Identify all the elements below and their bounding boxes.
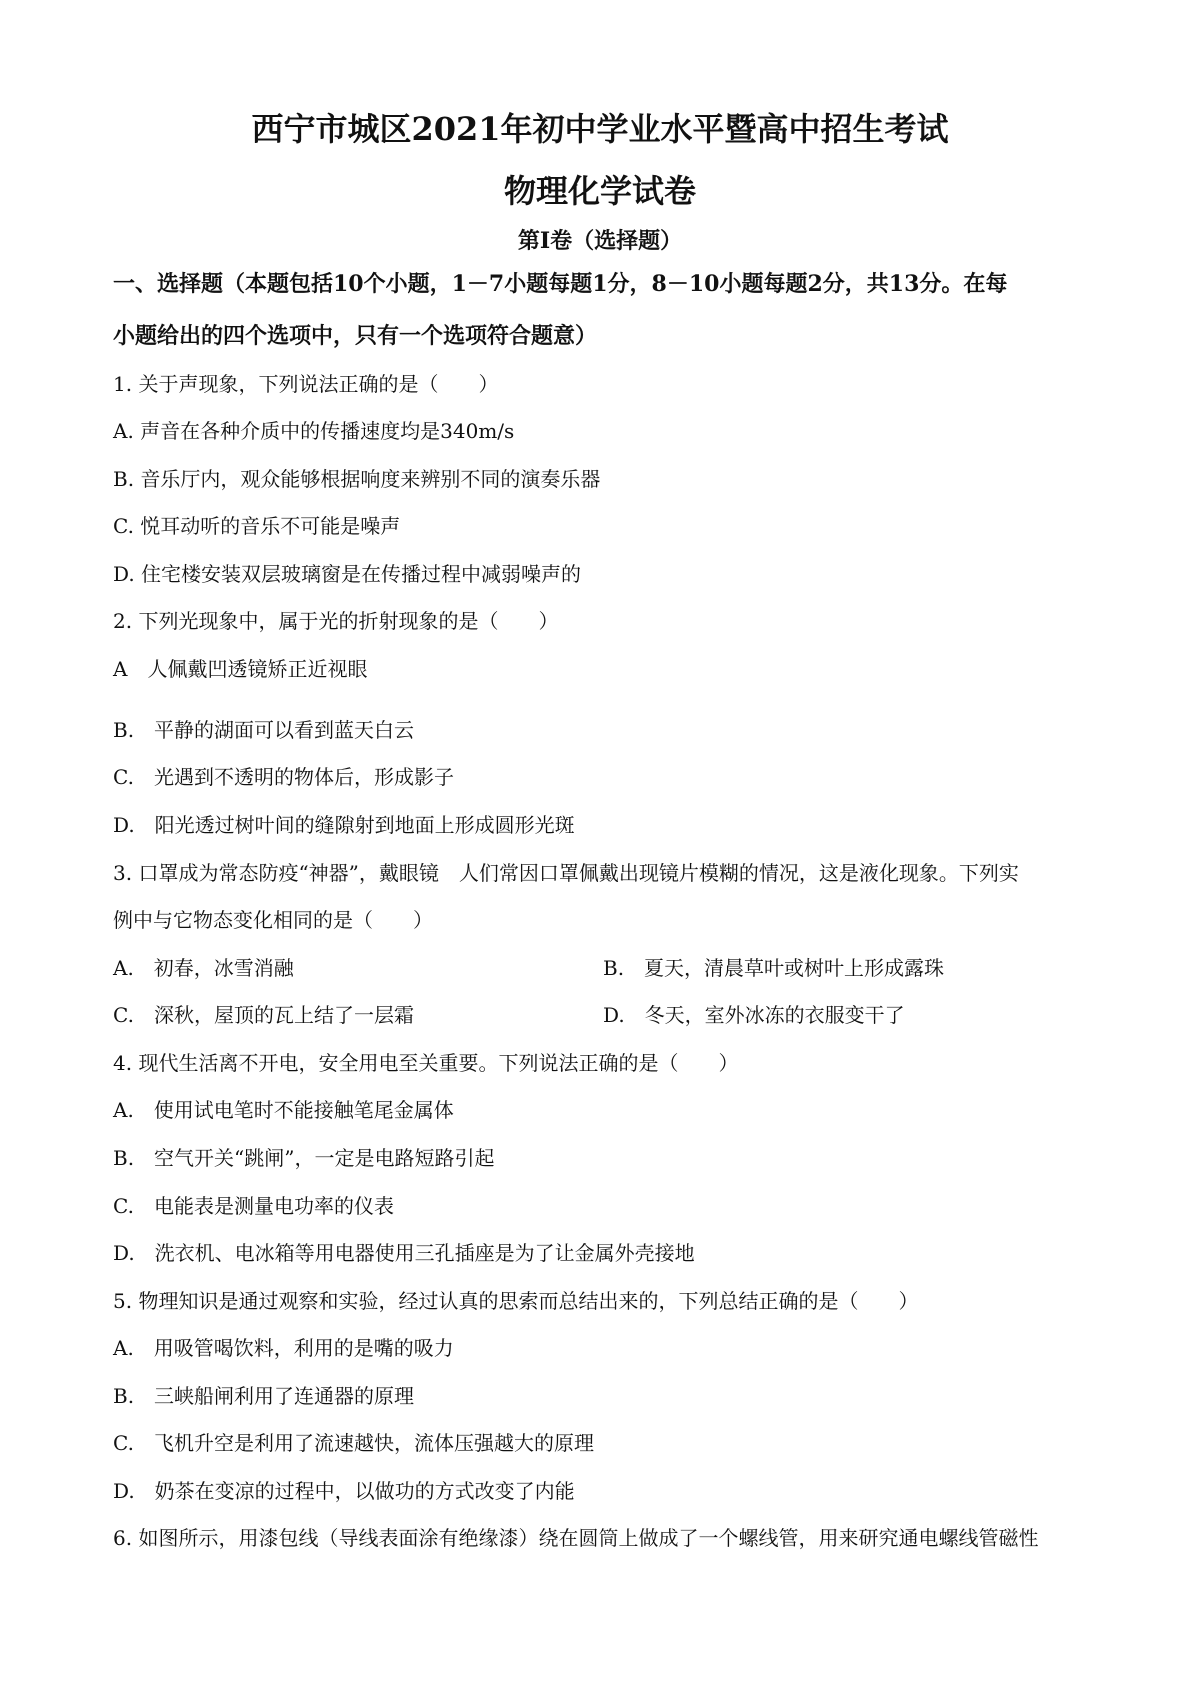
question-2-option-b: B. 平静的湖面可以看到蓝天白云 <box>113 718 415 742</box>
question-4-option-a: A. 使用试电笔时不能接触笔尾金属体 <box>113 1098 454 1122</box>
exam-subtitle: 物理化学试卷 <box>503 172 696 210</box>
question-1-option-c: C. 悦耳动听的音乐不可能是噪声 <box>113 514 401 538</box>
question-1-stem: 1. 关于声现象，下列说法正确的是（ ） <box>113 372 499 396</box>
question-1-option-b: B. 音乐厅内，观众能够根据响度来辨别不同的演奏乐器 <box>113 467 601 491</box>
question-3-option-d: D. 冬天，室外冰冻的衣服变干了 <box>603 1003 905 1027</box>
question-2-option-c: C. 光遇到不透明的物体后，形成影子 <box>113 765 454 789</box>
part-heading: 第Ⅰ卷（选择题） <box>517 228 683 254</box>
question-2-stem: 2. 下列光现象中，属于光的折射现象的是（ ） <box>113 609 559 633</box>
section-instructions-line1: 一、选择题（本题包括10个小题，1－7小题每题1分，8－10小题每题2分，共13分。在每 <box>113 271 1008 297</box>
exam-title: 西宁市城区2021年初中学业水平暨高中招生考试 <box>251 110 949 148</box>
question-5-option-c: C. 飞机升空是利用了流速越快，流体压强越大的原理 <box>113 1431 594 1455</box>
question-4-option-d: D. 洗衣机、电冰箱等用电器使用三孔插座是为了让金属外壳接地 <box>113 1241 695 1265</box>
question-3-option-a: A. 初春，冰雪消融 <box>113 956 294 980</box>
question-4-option-c: C. 电能表是测量电功率的仪表 <box>113 1194 394 1218</box>
question-1-option-d: D. 住宅楼安装双层玻璃窗是在传播过程中减弱噪声的 <box>113 562 582 586</box>
question-5-stem: 5. 物理知识是通过观察和实验，经过认真的思索而总结出来的，下列总结正确的是（ ） <box>113 1289 919 1313</box>
section-instructions-line2: 小题给出的四个选项中，只有一个选项符合题意） <box>113 323 598 349</box>
question-4-stem: 4. 现代生活离不开电，安全用电至关重要。下列说法正确的是（ ） <box>113 1051 739 1075</box>
question-3-stem-line1: 3. 口罩成为常态防疫“神器”，戴眼镜 人们常因口罩佩戴出现镜片模糊的情况，这是液化现象。下列实 <box>113 861 1019 885</box>
question-5-option-a: A. 用吸管喝饮料，利用的是嘴的吸力 <box>113 1336 454 1360</box>
question-3-option-b: B. 夏天，清晨草叶或树叶上形成露珠 <box>603 956 945 980</box>
question-2-option-a: A 人佩戴凹透镜矫正近视眼 <box>113 657 368 681</box>
question-2-option-d: D. 阳光透过树叶间的缝隙射到地面上形成圆形光斑 <box>113 813 575 837</box>
question-5-option-d: D. 奶茶在变凉的过程中，以做功的方式改变了内能 <box>113 1479 575 1503</box>
question-1-option-a: A. 声音在各种介质中的传播速度均是340m/s <box>113 419 515 443</box>
question-5-option-b: B. 三峡船闸利用了连通器的原理 <box>113 1384 415 1408</box>
question-3-option-c: C. 深秋，屋顶的瓦上结了一层霜 <box>113 1003 414 1027</box>
question-3-stem-line2: 例中与它物态变化相同的是（ ） <box>113 908 433 932</box>
question-6-stem: 6. 如图所示，用漆包线（导线表面涂有绝缘漆）绕在圆筒上做成了一个螺线管，用来研究通电螺线管磁性 <box>113 1526 1039 1550</box>
question-4-option-b: B. 空气开关“跳闸”，一定是电路短路引起 <box>113 1146 495 1170</box>
